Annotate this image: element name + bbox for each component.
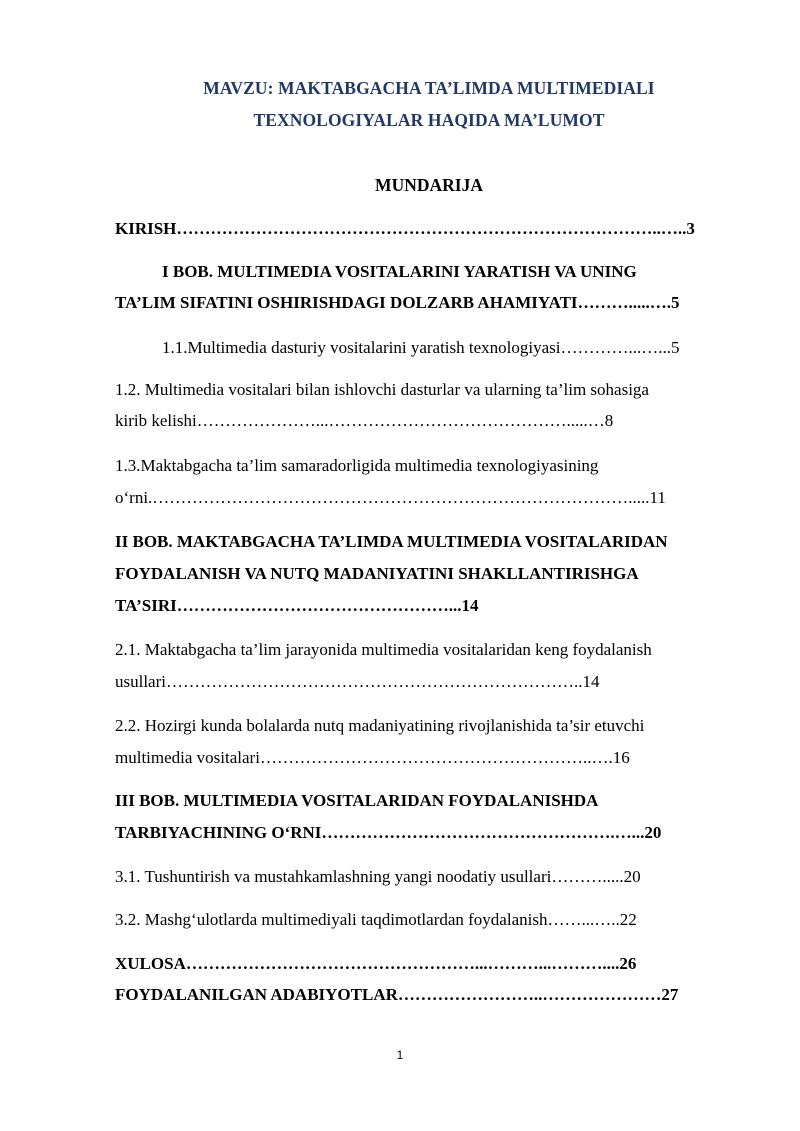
page-number: 1 [396,1048,404,1062]
toc-entry-1-1: 1.1.Multimedia dasturiy vositalarini yaratish texnologiyasi…………...…...5 [162,338,680,357]
contents-heading: MUNDARIJA [375,175,483,195]
toc-entry-1-2-line-1: 1.2. Multimedia vositalari bilan ishlovchi dasturlar va ularning ta’lim sohasiga [115,380,649,399]
toc-entry-2-2-line-2: multimedia vositalari…………………………………………………..….16 [115,748,630,767]
toc-entry-2-2-line-1: 2.2. Hozirgi kunda bolalarda nutq madaniyatining rivojlanishida ta’sir etuvchi [115,716,645,735]
toc-entry-xulosa: XULOSA……………………………………………...………...………....26 [115,954,637,973]
toc-entry-bob1-line-2: TA’LIM SIFATINI OSHIRISHDAGI DOLZARB AHAMIYATI……….....….5 [115,293,680,312]
toc-entry-bob2-line-1: II BOB. MAKTABGACHA TA’LIMDA MULTIMEDIA VOSITALARIDAN [115,532,668,551]
toc-entry-1-3-line-1: 1.3.Maktabgacha ta’lim samaradorligida multimedia texnologiyasining [115,456,599,475]
toc-entry-bob3-line-1: III BOB. MULTIMEDIA VOSITALARIDAN FOYDALANISHDA [115,791,599,810]
toc-entry-bob3-line-2: TARBIYACHINING O‘RNI…………………………………………….…...20 [115,823,662,842]
toc-entry-2-1-line-1: 2.1. Maktabgacha ta’lim jarayonida multimedia vositalaridan keng foydalanish [115,640,652,659]
toc-entry-2-1-line-2: usullari………………………………………………………………..14 [115,672,600,691]
toc-entry-bob2-line-2: FOYDALANISH VA NUTQ MADANIYATINI SHAKLLANTIRISHGA [115,564,639,583]
toc-entry-bob1-line-1: I BOB. MULTIMEDIA VOSITALARINI YARATISH VA UNING [162,262,637,281]
toc-entry-3-2: 3.2. Mashg‘ulotlarda multimediyali taqdimotlardan foydalanish……...…..22 [115,910,637,929]
toc-entry-1-3-line-2: o‘rni.………………………………………………………………………….....11 [115,488,666,507]
toc-entry-1-2-line-2: kirib kelishi…………………...…………………………………….....…8 [115,411,614,430]
document-title-line-1: MAVZU: MAKTABGACHA TA’LIMDA MULTIMEDIALI [203,78,655,98]
toc-entry-kirish: KIRISH…………………………………………………………………………..…..3 [115,219,695,238]
document-title-line-2: TEXNOLOGIYALAR HAQIDA MA’LUMOT [253,110,605,130]
toc-entry-3-1: 3.1. Tushuntirish va mustahkamlashning yangi noodatiy usullari……….....20 [115,867,641,886]
toc-entry-adabiyotlar: FOYDALANILGAN ADABIYOTLAR……………………..…………………27 [115,985,679,1004]
toc-entry-bob2-line-3: TA’SIRI…………………………………………...14 [115,596,479,615]
